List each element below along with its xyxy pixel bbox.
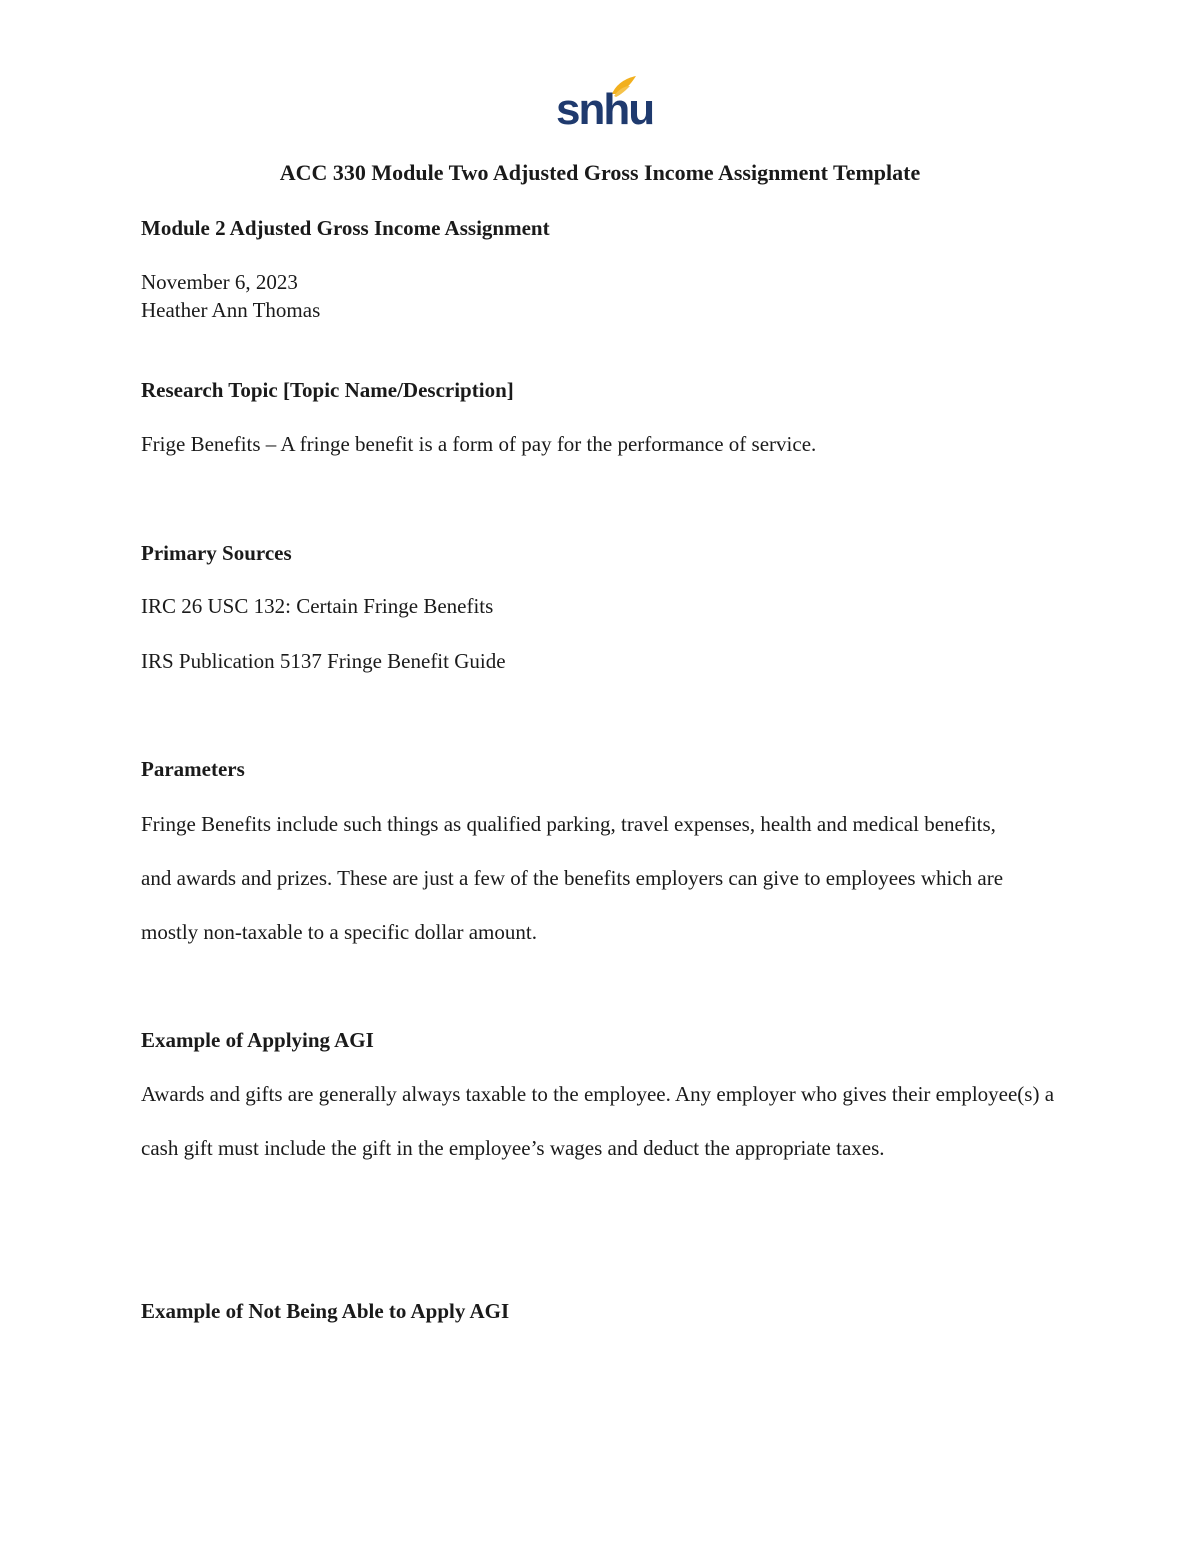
- assignment-subtitle: Module 2 Adjusted Gross Income Assignment: [141, 216, 550, 240]
- research-topic-heading: Research Topic [Topic Name/Description]: [141, 378, 514, 402]
- snhu-logo: [556, 72, 654, 134]
- example-applying-heading: Example of Applying AGI: [141, 1028, 374, 1052]
- date: November 6, 2023: [141, 270, 298, 294]
- parameters-body: Fringe Benefits include such things as qualified parking, travel expenses, health and medical benefits, and awards and prizes. These are just a few of the benefits employers can give to employees which are mostly non-taxable to a specific dollar amount.: [141, 812, 1004, 944]
- document-title: ACC 330 Module Two Adjusted Gross Income Assignment Template: [279, 160, 921, 185]
- research-topic-body: Frige Benefits – A fringe benefit is a form of pay for the performance of service.: [141, 432, 817, 456]
- example-not-applying-heading: Example of Not Being Able to Apply AGI: [141, 1299, 510, 1323]
- logo-wordmark: snhu: [556, 85, 654, 134]
- primary-sources-heading: Primary Sources: [141, 541, 292, 565]
- primary-source-item: IRS Publication 5137 Fringe Benefit Guide: [141, 649, 506, 673]
- primary-source-item: IRC 26 USC 132: Certain Fringe Benefits: [141, 594, 494, 618]
- example-applying-body: Awards and gifts are generally always taxable to the employee. Any employer who gives their employee(s) a cash gift must include the gift in the employee’s wages and deduct the appropriate taxes.: [141, 1082, 1055, 1160]
- author-name: Heather Ann Thomas: [141, 298, 321, 322]
- parameters-heading: Parameters: [141, 757, 245, 781]
